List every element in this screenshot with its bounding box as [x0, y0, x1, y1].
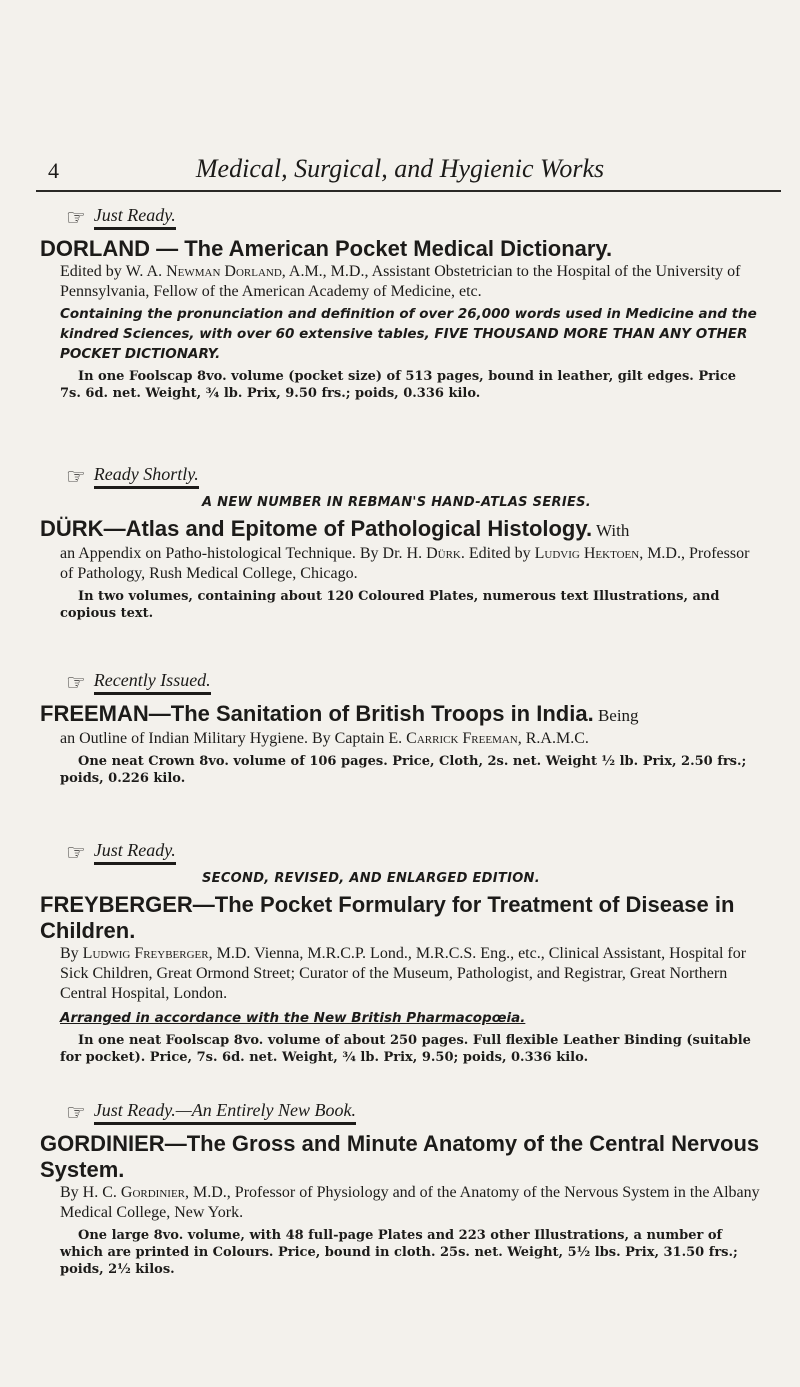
author-name: Gordinier	[120, 1184, 186, 1201]
author-name: Ludwig Freyberger	[82, 945, 209, 962]
title-rest: Being	[593, 706, 639, 725]
title-author: DÜRK	[40, 516, 104, 541]
title-text: —Atlas and Epitome of Pathological Histology.	[103, 516, 593, 541]
desc-prefix: an Outline of Indian Military Hygiene. By Captain E.	[60, 730, 407, 747]
running-head: Medical, Surgical, and Hygienic Works	[195, 154, 605, 183]
details-text: In one neat Foolscap 8vo. volume of about 250 pages. Full flexible Leather Binding (suitable for pocket). Price, 7s. 6d. net. Weight, ¾ lb. Prix, 9.50; poids, 0.336 kilo.	[60, 1033, 751, 1065]
desc-prefix: an Appendix on Patho-histological Technique. By Dr. H.	[60, 545, 427, 562]
entry-freyberger	[40, 840, 760, 1066]
title-author: FREEMAN	[40, 701, 149, 726]
entry-freeman	[40, 670, 760, 787]
notice-label: Ready Shortly.	[94, 464, 199, 489]
entry-durk	[40, 464, 760, 622]
pointing-hand-icon: ☞	[66, 1099, 86, 1125]
entry-title	[40, 236, 760, 262]
pointing-hand-icon: ☞	[66, 839, 86, 865]
page-header	[0, 150, 800, 192]
entry-description	[60, 729, 760, 749]
title-text: — The American Pocket Medical Dictionary.	[150, 236, 613, 261]
pointing-hand-icon: ☞	[66, 204, 86, 230]
entry-description	[60, 544, 760, 584]
notice	[66, 464, 760, 489]
entry-title	[40, 1131, 760, 1183]
editor-name: Ludvig Hektoen	[534, 545, 640, 562]
entry-dorland	[40, 205, 760, 402]
desc-suffix: , A.M., M.D., Assistant Obstetrician to the Hospital of the University of Pennsylvania, Fellow of the American Academy of Medicine, etc.	[60, 263, 741, 300]
details-text: In two volumes, containing about 120 Coloured Plates, numerous text Illustrations, and copious text.	[60, 589, 720, 621]
details-text: One neat Crown 8vo. volume of 106 pages. Price, Cloth, 2s. net. Weight ½ lb. Prix, 2.50 frs.; poids, 0.226 kilo.	[60, 754, 747, 786]
title-author: GORDINIER	[40, 1131, 165, 1156]
title-text: —The Gross and Minute Anatomy of the Central Nervous System.	[40, 1131, 760, 1182]
editor-name: W. A. Newman Dorland	[125, 263, 282, 280]
title-author: DORLAND	[40, 236, 150, 261]
entry-details	[60, 1227, 760, 1278]
entry-details	[60, 753, 760, 787]
title-text: —The Pocket Formulary for Treatment of Disease in Children.	[40, 892, 735, 943]
entry-title	[40, 701, 760, 729]
desc-suffix: , M.D., Professor of Pathology, Rush Medical College, Chicago.	[60, 545, 750, 582]
entry-description	[60, 944, 760, 1004]
notice	[66, 205, 760, 230]
page-number: 4	[48, 158, 59, 183]
pointing-hand-icon: ☞	[66, 669, 86, 695]
author-name: Dürk	[426, 545, 461, 562]
desc-middle: . Edited by	[460, 545, 535, 562]
desc-prefix: Edited by	[60, 263, 126, 280]
pointing-hand-icon: ☞	[66, 463, 86, 489]
details-text: In one Foolscap 8vo. volume (pocket size) of 513 pages, bound in leather, gilt edges. Price 7s. 6d. net. Weight, ¾ lb. Prix, 9.50 frs.; poids, 0.336 kilo.	[60, 369, 737, 401]
entry-details	[60, 1032, 760, 1066]
desc-prefix: By	[60, 945, 83, 962]
notice-label: Just Ready.—An Entirely New Book.	[94, 1100, 356, 1125]
entry-description	[60, 262, 760, 302]
notice	[66, 840, 760, 865]
series-note: A NEW NUMBER IN REBMAN'S HAND-ATLAS SERIES.	[202, 495, 592, 510]
edition-note: SECOND, REVISED, AND ENLARGED EDITION.	[202, 871, 540, 886]
entry-details	[60, 588, 760, 622]
entry-emphasis: Containing the pronunciation and definition of over 26,000 words used in Medicine and the kindred Sciences, with over 60 extensive tables, FIVE THOUSAND MORE THAN ANY OTHER POCKET DICTIONARY.	[60, 306, 757, 362]
entry-title	[40, 892, 760, 944]
entry-details	[60, 368, 760, 402]
title-author: FREYBERGER	[40, 892, 193, 917]
entry-gordinier	[40, 1100, 760, 1278]
desc-suffix: , M.D., Professor of Physiology and of the Anatomy of the Nervous System in the Albany Medical College, New York.	[60, 1184, 760, 1221]
notice-label: Just Ready.	[94, 840, 176, 865]
entry-description	[60, 1183, 760, 1223]
notice-label: Recently Issued.	[94, 670, 211, 695]
title-rest: With	[592, 521, 630, 540]
notice	[66, 1100, 760, 1125]
title-text: —The Sanitation of British Troops in India.	[148, 701, 594, 726]
notice-label: Just Ready.	[94, 205, 176, 230]
author-name: Carrick Freeman	[406, 730, 518, 747]
header-rule	[36, 190, 781, 192]
details-text: One large 8vo. volume, with 48 full-page Plates and 223 other Illustrations, a number of which are printed in Colours. Price, bound in cloth. 25s. net. Weight, 5½ lbs. Prix, 31.50 frs.; poids, 2½ kilos.	[60, 1228, 738, 1277]
entry-emphasis: Arranged in accordance with the New British Pharmacopœia.	[60, 1010, 526, 1026]
desc-prefix: By H. C.	[60, 1184, 121, 1201]
entry-title	[40, 516, 760, 544]
desc-suffix: , M.D. Vienna, M.R.C.P. Lond., M.R.C.S. Eng., etc., Clinical Assistant, Hospital for Sick Children, Great Ormond Street; Curator of the Museum, Pathologist, and Registrar, Great Northern Central Hospital, London.	[60, 945, 747, 1002]
notice	[66, 670, 760, 695]
desc-suffix: , R.A.M.C.	[517, 730, 589, 747]
